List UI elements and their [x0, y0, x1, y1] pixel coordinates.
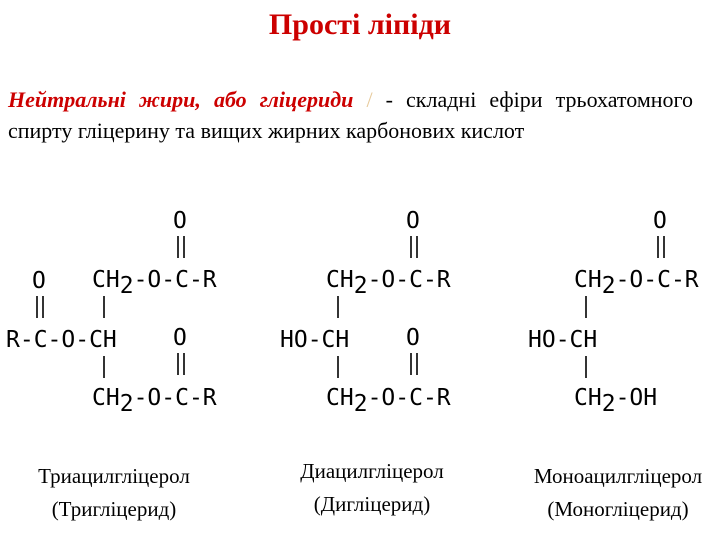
caption-alt-name: (Моногліцерид) [547, 497, 689, 521]
page-title: Прості ліпіди [268, 8, 452, 41]
intro-definition: - складні ефіри трьохатомного спирту гліцерину та вищих жирних карбонових кислот [8, 87, 693, 143]
carbonyl-oxygen-top: O [173, 208, 187, 234]
ch2-bottom: CH2-OH [574, 385, 658, 417]
hydroxyl-ch-middle: HO-CH [280, 327, 350, 353]
caption-alt-name: (Дигліцерид) [313, 492, 431, 516]
structure-triacylglycerol [6, 208, 217, 417]
intro-term: Нейтральні жири, або гліцериди [8, 87, 354, 112]
carbonyl-oxygen-top: O [653, 208, 667, 234]
caption-name: Диацилгліцерол [300, 459, 444, 483]
carbonyl-oxygen-bottom: O [173, 325, 187, 351]
carbonyl-oxygen-bottom: O [406, 325, 420, 351]
carbonyl-oxygen-left: O [32, 268, 46, 294]
structure-diacylglycerol [280, 208, 451, 417]
ch2-top: CH2-O-C-R [326, 267, 451, 299]
caption-triacylglycerol [4, 460, 224, 526]
intro-slash: / [366, 87, 373, 112]
hydroxyl-ch-middle: HO-CH [528, 327, 598, 353]
caption-diacylglycerol [262, 455, 482, 521]
caption-monoacylglycerol [508, 460, 720, 526]
ch2-top: CH2-O-C-R [92, 267, 217, 299]
caption-name: Триацилгліцерол [38, 464, 190, 488]
caption-alt-name: (Тригліцерид) [51, 497, 177, 521]
ch2-bottom: CH2-O-C-R [92, 385, 217, 417]
caption-name: Моноацилгліцерол [533, 464, 703, 488]
carbonyl-oxygen-top: O [406, 208, 420, 234]
ester-ch-middle: R-C-O-CH [6, 327, 117, 353]
structure-monoacylglycerol [528, 208, 699, 417]
ch2-bottom: CH2-O-C-R [326, 385, 451, 417]
ch2-top: CH2-O-C-R [574, 267, 699, 299]
